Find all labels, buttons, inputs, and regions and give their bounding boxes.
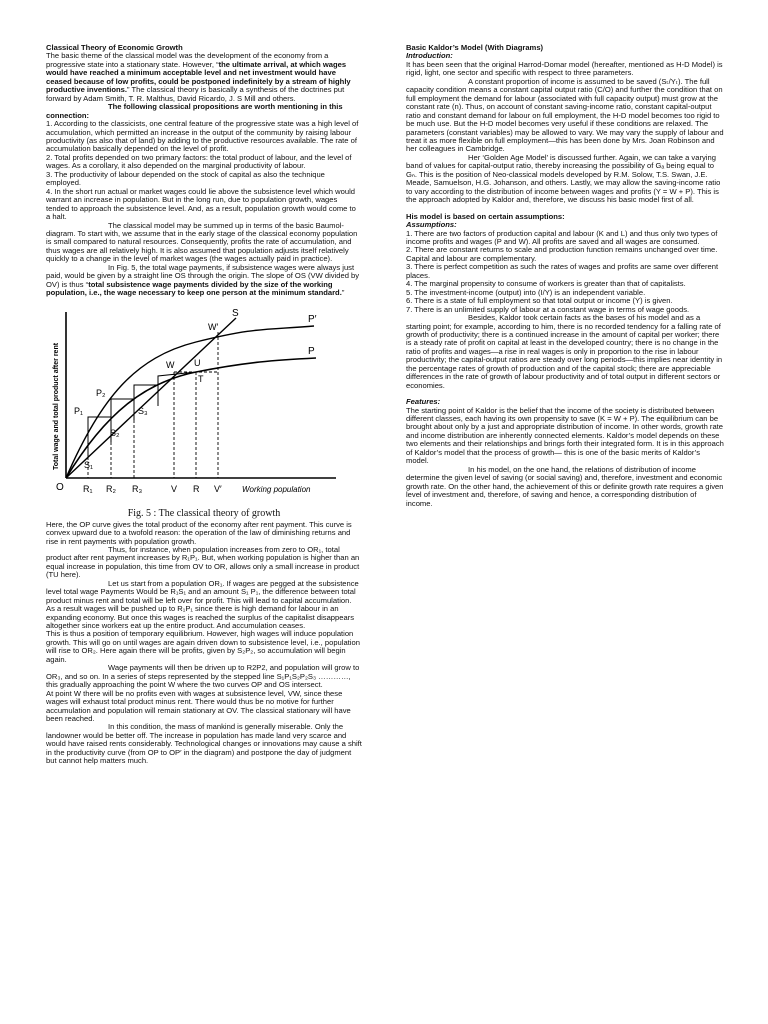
paragraph: Wage payments will then be driven up to R2P2, and population will grow to OR₃, and so on. In a series of steps represented by the stepped line S₁P₁S₂P₂S₃ …………, this gradually approaching the point W where the two curves OP and OS intersect.	[46, 663, 360, 690]
paragraph: 4. In the short run actual or market wages could lie above the subsistence level which would warrant an increase in population. But in the long run, due to population growth, wages tended to approach the subsistence level. And, as a result, population growth would come to a halt.	[46, 186, 356, 222]
paragraph: The classical model may be summed up in terms of the basic Baumol- diagram. To start with, we assume that in the early stage of the classical economy population is small compared to natural resources. Consequently, profits the rate of accumulation, and thus wages are all relatively high. It is also assumed that population adjusts itself relatively quickly to a change in the level of market wages (the wages actually paid in practice).	[46, 220, 358, 264]
subheading: The following classical propositions are worth mentioning in this connection:	[46, 102, 343, 120]
list-item: 6. There is a state of full employment so that total output or income (Y) is given.	[406, 296, 673, 306]
paragraph: Her ‘Golden Age Model’ is discussed further. Again, we can take a varying band of values for capital-output ratio, thereby increasing the possibility of Gₐ being equal to Gₙ. This is the position of Neo-classical models developed by R.M. Solow, T.S. Swan, J.E. Meade, Samuelson, H.G. Johanson, and others. Lastly, we may allow the saving-income ratio to vary according to the distribution of income between wages and profits (Y = W + P). This is the approach adopted by Kaldor and, therefore, we discuss his basic model first of all.	[406, 152, 721, 205]
paragraph: Thus, for instance, when population increases from zero to OR₁, total product after rent payment increases by R₁P₁. But, when working population is higher than an equal increase in population, this time from OV to OR, allows only a small increase in product (TU here).	[46, 544, 360, 580]
tick-r3: R₃	[132, 483, 143, 494]
list-item: 7. There is an unlimited supply of labour at a constant wage in terms of wage goods.	[406, 304, 690, 314]
paragraph: It has been seen that the original Harrod-Domar model (hereafter, mentioned as H-D Model) is rigid, light, one sector and specific with respect to three parameters.	[406, 59, 723, 78]
list-item: 2. There are constant returns to scale and production function remains unchanged over time. Capital and labour are complementary.	[406, 245, 718, 263]
tick-r: R	[193, 483, 200, 494]
paragraph: The starting point of Kaldor is the belief that the income of the society is distributed between different classes, each having its own propensity to save (K = W + P). The equilibrium can be brought about only by a just and appropriate distribution of income. In other words, growth rate and income distribution are inherently connected elements. Kaldor’s model depends on these two elements and their relationships and brings forth their integrated form. It is in this approach of Kaldor’s model that the process of growth— this is one of the basic merits of Kaldor’s model.	[406, 405, 724, 466]
op-prime-curve	[66, 326, 314, 478]
subheading: Introduction:	[406, 51, 453, 61]
tick-v: V	[171, 483, 178, 494]
os-line	[66, 318, 236, 478]
paragraph: 1. According to the classicists, one central feature of the progressive state was a high level of accumulation, which permitted an increase in the output of the community by raising labour productivity (as also that of land) by adding to the productive resources available. The rate of accumulation basically depended on the level of profit.	[46, 119, 359, 154]
label-s2: S₂	[110, 427, 120, 438]
label-t: T	[198, 373, 204, 384]
paragraph: In Fig. 5, the total wage payments, if subsistence wages were always just paid, would be given by a straight line OS through the origin. The slope of OS (VW divided by OV) is thus “total subsistence wage payments divided by the size of the working population, i.e., the wage necessary to keep one person at the minimum standard.”	[46, 262, 360, 298]
paragraph: At point W there will be no profits even with wages at subsistence level, VW, since these wages will exhaust total product minus rent. There would thus be no motive for further accumulation and population will remain stationary at OV. The classical stationary will have been reached.	[46, 688, 351, 724]
paragraph: 3. The productivity of labour depended on the stock of capital as also the technique employed.	[46, 169, 325, 188]
x-axis-label: Working population	[242, 484, 311, 494]
section-title: Classical Theory of Economic Growth	[46, 43, 183, 52]
paragraph: In this condition, the mass of mankind is generally miserable. Only the landowner would be better off. The increase in population has made land very scarce and would have raised rents considerably. Technological changes or innovations may cause a shift in the productivity curve (from OP to OP′ in the diagram) and postpone the day of judgment but cannot help matters much.	[46, 722, 362, 766]
list-item: 4. The marginal propensity to consume of workers is greater than that of capitalists.	[406, 279, 686, 289]
label-w: W	[166, 359, 175, 370]
tick-r1: R₁	[83, 483, 93, 494]
y-axis-label: Total wage and total product after rent	[53, 342, 60, 470]
left-column	[46, 44, 362, 766]
op-curve	[66, 358, 316, 478]
subheading: Features:	[406, 397, 441, 407]
diagram	[46, 302, 362, 508]
paragraph: Besides, Kaldor took certain facts as the bases of his model and as a starting point; for example, according to him, there is no recorded tendency for a falling rate of growth of productivity; there is a continued increase in the amount of capital per worker; there is a steady rate of profit on capital at least in the developed country; there is no change in the ratio of profits and wages—a rise in real wages is only in proportion to the rise in labour productivity; the capital-output ratios are steady over long periods—this implies near identity in the percentage rates of growth of production and of the capital stock; there are appreciable differences in the rate of growth of labour productivity and of total output in different sectors or economies.	[406, 313, 723, 390]
subheading: His model is based on certain assumptions:	[406, 211, 565, 221]
subheading: Assumptions:	[406, 220, 457, 230]
label-s3: S₃	[138, 405, 148, 416]
label-p: P	[308, 345, 315, 357]
list-item: 1. There are two factors of production capital and labour (K and L) and thus only two types of income profits and wages (P and W). All profits are saved and all wages are consumed.	[406, 228, 718, 246]
label-s1: S₁	[84, 459, 94, 470]
paragraph: As a result wages will be pushed up to R₁P₁ since there is high demand for labour in an expanding economy. But once this wages is reached the surplus of the capitalist disappears altogether since workers eat up the entire product. And accumulation ceases.	[46, 604, 355, 631]
label-p2: P₂	[96, 387, 106, 398]
label-w-prime: W′	[208, 321, 219, 332]
paragraph: Let us start from a population OR₁. If wages are pegged at the subsistence level total wage Payments Would be R₁S₁ and an amount S₁ P₁, the difference between total product minus rent and total will be left over for profit. This will lead to capital accumulation.	[46, 578, 359, 605]
section-title: Basic Kaldor’s Model (With Diagrams)	[406, 43, 544, 52]
paragraph: 2. Total profits depended on two primary factors: the total product of labour, and the level of wages. As a corollary, it also depended on the marginal productivity of labour.	[46, 152, 352, 171]
label-u: U	[194, 357, 201, 368]
list-item: 5. The investment-income (output) into (I/Y) is an independent variable.	[406, 287, 646, 297]
paragraph: The basic theme of the classical model was the development of the economy from a progressive state into a stationary state. However, “the ultimate arrival, at which wages would have reached a minimum acceptable level and net investment would have ceased because of low profits, could be postponed indefinitely by a stream of highly productive inventions.” The classical theory is basically a synthesis of the doctrines put forward by Adam Smith, T. R. Malthus, David Ricardo, J. S Mill and others.	[46, 51, 351, 103]
paragraph: A constant proportion of income is assumed to be saved (Sₜ/Yₜ). The full capacity condition means a constant capital output ratio (C/O) and further the condition that on full employment the demand for labour (associated with full capacity output) must grow at the constant rate (n). Thus, on account of constant saving-income ratio, constant capital-output ratio and constant demand for labour on full employment, the H-D model becomes too rigid to be much use. But the H-D model becomes very useful if these conditions are relaxed. The parameters (constant variables) may be allowed to vary. We may vary the supply of labour and treat it as more flexible on full employment—this has been done by Mrs. Joan Robinson and her colleagues in Cambridge.	[406, 76, 724, 154]
paragraph: This is thus a position of temporary equilibrium. However, high wages will induce population growth. This will go on until wages are again driven down to subsistence level, i.e., population will rise to OR₂. Here again there will be profits, given by S₂P₂, so accumulation will begin again.	[46, 629, 360, 664]
label-p-prime: P′	[308, 313, 317, 325]
label-p1: P₁	[74, 405, 84, 416]
paragraph: Here, the OP curve gives the total product of the economy after rent payment. This curve is convex upward due to a twofold reason: the operation of the law of diminishing returns and rise in rent payments with population growth.	[46, 519, 352, 546]
tick-v-prime: V′	[214, 483, 222, 494]
list-item: 3. There is perfect competition as such the rates of wages and profits are same over different places.	[406, 262, 719, 280]
tick-r2: R₂	[106, 483, 116, 494]
label-origin: O	[56, 481, 64, 493]
figure-caption: Fig. 5 : The classical theory of growth	[127, 507, 281, 519]
label-s: S	[232, 307, 239, 319]
paragraph: In his model, on the one hand, the relations of distribution of income determine the given level of saving (or social saving) and, therefore, investment and economic growth rate. On the other hand, the achievement of this or definite growth rate requires a given level of investment and, therefore, of saving and hence, a corresponding distribution of income.	[406, 464, 724, 508]
figure-classical-growth	[46, 302, 362, 508]
right-column	[406, 44, 724, 508]
